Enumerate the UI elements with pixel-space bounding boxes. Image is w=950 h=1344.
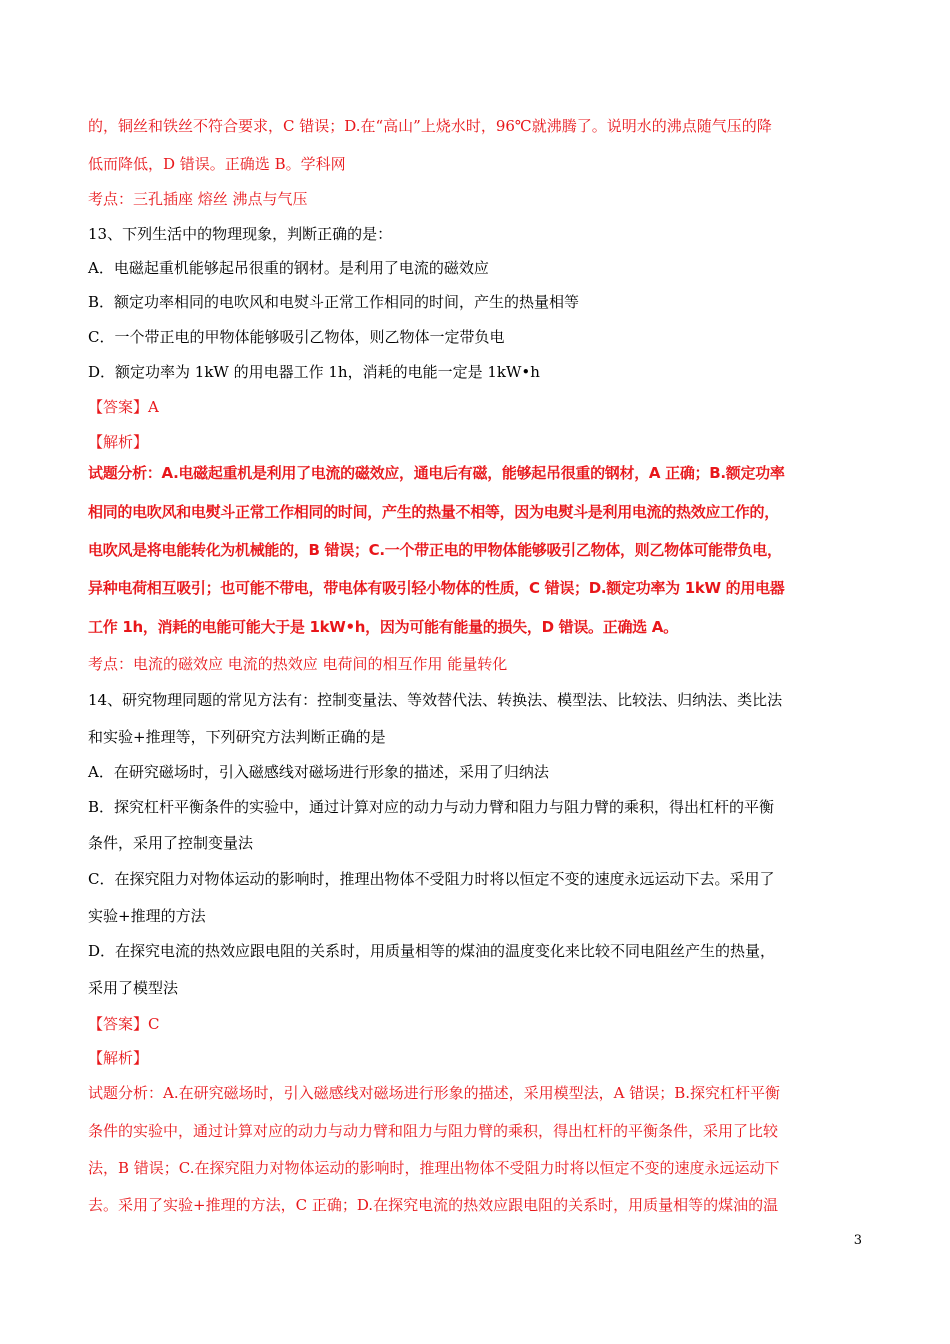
text-line: 条件的实验中，通过计算对应的动力与动力臂和阻力与阻力臂的乘积，得出杠杆的平衡条件，采用了比较	[88, 1122, 779, 1140]
text-line: B．额定功率相同的电吹风和电熨斗正常工作相同的时间，产生的热量相等	[88, 293, 580, 311]
text-line: 相同的电吹风和电熨斗正常工作相同的时间，产生的热量不相等，因为电熨斗是利用电流的热效应工作的，	[88, 503, 779, 521]
text-line: 的，铜丝和铁丝不符合要求，C 错误；D.在“高山”上烧水时，96℃就沸腾了。说明水的沸点随气压的降	[88, 117, 772, 135]
text-line: 异种电荷相互吸引；也可能不带电，带电体有吸引轻小物体的性质，C 错误；D.额定功率为 1kW 的用电器	[88, 579, 785, 597]
text-line: 电吹风是将电能转化为机械能的，B 错误；C.一个带正电的甲物体能够吸引乙物体，则乙物体可能带负电，	[88, 541, 782, 559]
text-line: C．一个带正电的甲物体能够吸引乙物体，则乙物体一定带负电	[88, 328, 505, 346]
text-line: A．在研究磁场时，引入磁感线对磁场进行形象的描述，采用了归纳法	[88, 763, 549, 781]
text-line: 条件，采用了控制变量法	[88, 834, 254, 852]
text-line: 法，B 错误；C.在探究阻力对物体运动的影响时，推理出物体不受阻力时将以恒定不变的速度永远运动下	[88, 1159, 780, 1177]
text-line: B．探究杠杆平衡条件的实验中，通过计算对应的动力与动力臂和阻力与阻力臂的乘积，得出杠杆的平衡	[88, 798, 775, 816]
text-line: 去。采用了实验+推理的方法，C 正确；D.在探究电流的热效应跟电阻的关系时，用质量相等的煤油的温	[88, 1196, 779, 1214]
text-line: 实验+推理的方法	[88, 907, 206, 925]
text-line: A．电磁起重机能够起吊很重的钢材。是利用了电流的磁效应	[88, 259, 489, 277]
text-line: 试题分析：A.在研究磁场时，引入磁感线对磁场进行形象的描述，采用模型法，A 错误；B.探究杠杆平衡	[88, 1084, 780, 1102]
text-line: 考点：三孔插座 熔丝 沸点与气压	[88, 190, 308, 208]
text-line: 【答案】C	[88, 1015, 160, 1033]
text-line: 低而降低，D 错误。正确选 B。学科网	[88, 155, 346, 173]
text-line: 和实验+推理等，下列研究方法判断正确的是	[88, 728, 386, 746]
text-line: 14、研究物理同题的常见方法有：控制变量法、等效替代法、转换法、模型法、比较法、归纳法、类比法	[88, 691, 783, 709]
text-line: 【解析】	[88, 433, 149, 451]
page-number: 3	[853, 1233, 862, 1248]
text-line: 采用了模型法	[88, 979, 179, 997]
text-line: 【答案】A	[88, 398, 159, 416]
text-line: C．在探究阻力对物体运动的影响时，推理出物体不受阻力时将以恒定不变的速度永远运动下去。采用了	[88, 870, 775, 888]
text-line: D．在探究电流的热效应跟电阻的关系时，用质量相等的煤油的温度变化来比较不同电阻丝产生的热量，	[88, 942, 776, 960]
text-line: 工作 1h，消耗的电能可能大于是 1kW•h，因为可能有能量的损失，D 错误。正确选 A。	[88, 618, 678, 636]
text-line: 13、下列生活中的物理现象，判断正确的是：	[88, 225, 393, 243]
text-line: 【解析】	[88, 1049, 149, 1067]
text-line: 考点：电流的磁效应 电流的热效应 电荷间的相互作用 能量转化	[88, 655, 508, 673]
text-line: 试题分析：A.电磁起重机是利用了电流的磁效应，通电后有磁，能够起吊很重的钢材，A 正确；B.额定功率	[88, 464, 785, 482]
text-line: D．额定功率为 1kW 的用电器工作 1h，消耗的电能一定是 1kW•h	[88, 363, 540, 381]
